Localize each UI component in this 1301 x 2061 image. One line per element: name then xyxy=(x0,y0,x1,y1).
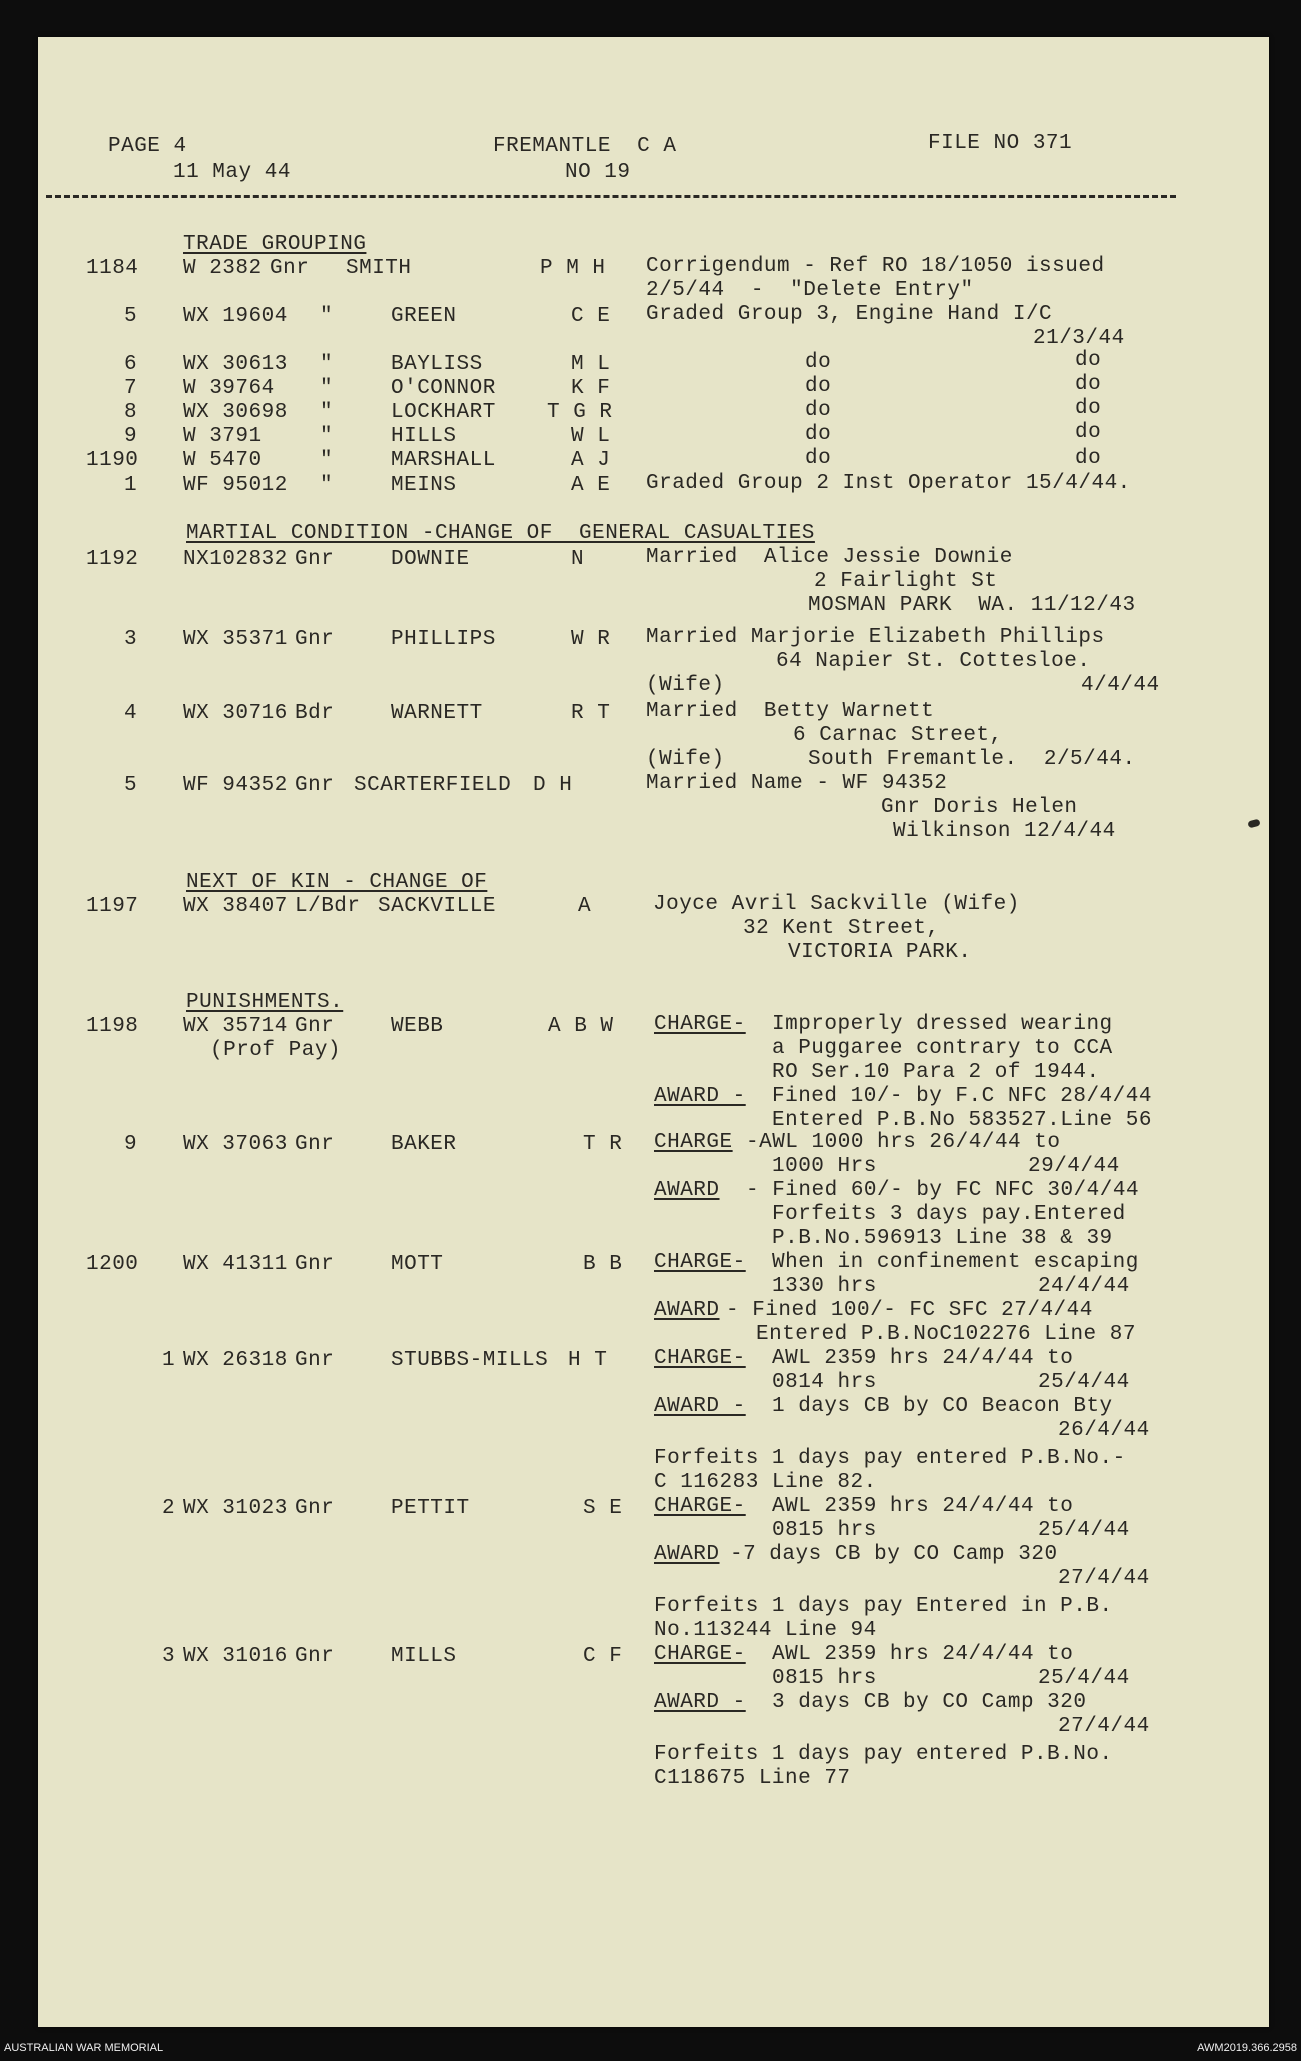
section-martial-condition: MARTIAL CONDITION -CHANGE OF GENERAL CASUALTIES xyxy=(186,522,815,545)
ink-mark xyxy=(1247,819,1260,829)
order-number: NO 19 xyxy=(565,161,631,184)
section-trade-grouping: TRADE GROUPING xyxy=(183,233,367,256)
header-divider xyxy=(46,195,1176,198)
file-number: FILE NO 371 xyxy=(928,132,1073,155)
page-number: PAGE 4 xyxy=(108,135,187,158)
section-punishments: PUNISHMENTS. xyxy=(186,991,344,1014)
document-page: PAGE 4 11 May 44 FREMANTLE C A NO 19 FILE NO 371 TRADE GROUPING 1184 W 2382 Gnr SMITH P M H Corrigendum - Ref RO 18/1050 issued 2/5/44 - "Delete Entry" 5 WX 19604 " GREEN C E Graded Group 3, Engine Hand I/C 21/3/44 6 WX 30613 " BAYLISS M L do do 7 W 39764 " O'CONNOR K F do do 8 WX 30698 " LOCKHART T G R do do 9 W 3791 " HILLS W L do do 1190 W 5470 " MARSHALL A J do do 1 WF 95012 " MEINS A E Graded Group 2 Inst Operator 15/4/44. MARTIAL CONDITION -CHANGE OF GENERAL CASUALTIES 1192 NX102832 Gnr DOWNIE N Married Alice Jessie Downie 2 Fairlight St MOSMAN PARK WA. 11/12/43 3 WX 35371 Gnr PHILLIPS W R Married Marjorie Elizabeth Phillips 64 Napier St. Cottesloe. (Wife) 4/4/44 4 WX 30716 Bdr WARNETT R T Married Betty Warnett 6 Carnac Street, (Wife) South Fremantle. 2/5/44. 5 WF 94352 Gnr SCARTERFIELD D H Married Name - WF 94352 Gnr Doris Helen Wilkinson 12/4/44 NEXT OF KIN - CHANGE OF 1197 WX 38407 L/Bdr SACKVILLE A Joyce Avril Sackville (Wife) 32 Kent Street, VICTORIA PARK. PUNISHMENTS. 1198 WX 35714 Gnr (Prof Pay) WEBB A B W CHARGE- Improperly dressed wearing a Puggaree contrary to CCA RO Ser.10 Para 2 of 1944. AWARD - Fined 10/- by F.C NFC 28/4/44 Entered P.B.No 583527.Line 56 9 WX 37063 Gnr BAKER T R CHARGE -AWL 1000 hrs 26/4/44 to 1000 Hrs 29/4/44 AWARD - Fined 60/- by FC NFC 30/4/44 Forfeits 3 days pay.Entered P.B.No.596913 Line 38 & 39 1200 WX 41311 Gnr MOTT B B CHARGE- When in confinement escaping 1330 hrs 24/4/44 AWARD - Fined 100/- FC SFC 27/4/44 Entered P.B.NoC102276 Line 87 1 WX 26318 Gnr STUBBS-MILLS H T CHARGE- AWL 2359 hrs 24/4/44 to 0814 hrs 25/4/44 AWARD - 1 days CB by CO Beacon Bty 26/4/44 Forfeits 1 days pay entered P.B.No.- C 116283 Line 82. 2 WX 31023 Gnr PETTIT S E CHARGE- AWL 2359 hrs 24/4/44 to 0815 hrs 25/4/44 AWARD -7 days CB by CO Camp 320 27/4/44 Forfeits 1 days pay Entered in P.B. No.113244 Line 94 3 WX 31016 Gnr MILLS C F CHARGE- AWL 2359 hrs 24/4/44 to 0815 hrs 25/4/44 AWARD - 3 days CB by CO Camp 320 27/4/44 Forfeits 1 days pay entered P.B.No. C118675 Line 77 xyxy=(38,37,1269,2027)
section-next-of-kin: NEXT OF KIN - CHANGE OF xyxy=(186,871,488,894)
order-date: 11 May 44 xyxy=(173,161,291,184)
archive-credit: AUSTRALIAN WAR MEMORIAL xyxy=(4,2042,164,2054)
unit-name: FREMANTLE C A xyxy=(493,135,677,158)
archive-reference: AWM2019.366.2958 xyxy=(1197,2042,1297,2054)
